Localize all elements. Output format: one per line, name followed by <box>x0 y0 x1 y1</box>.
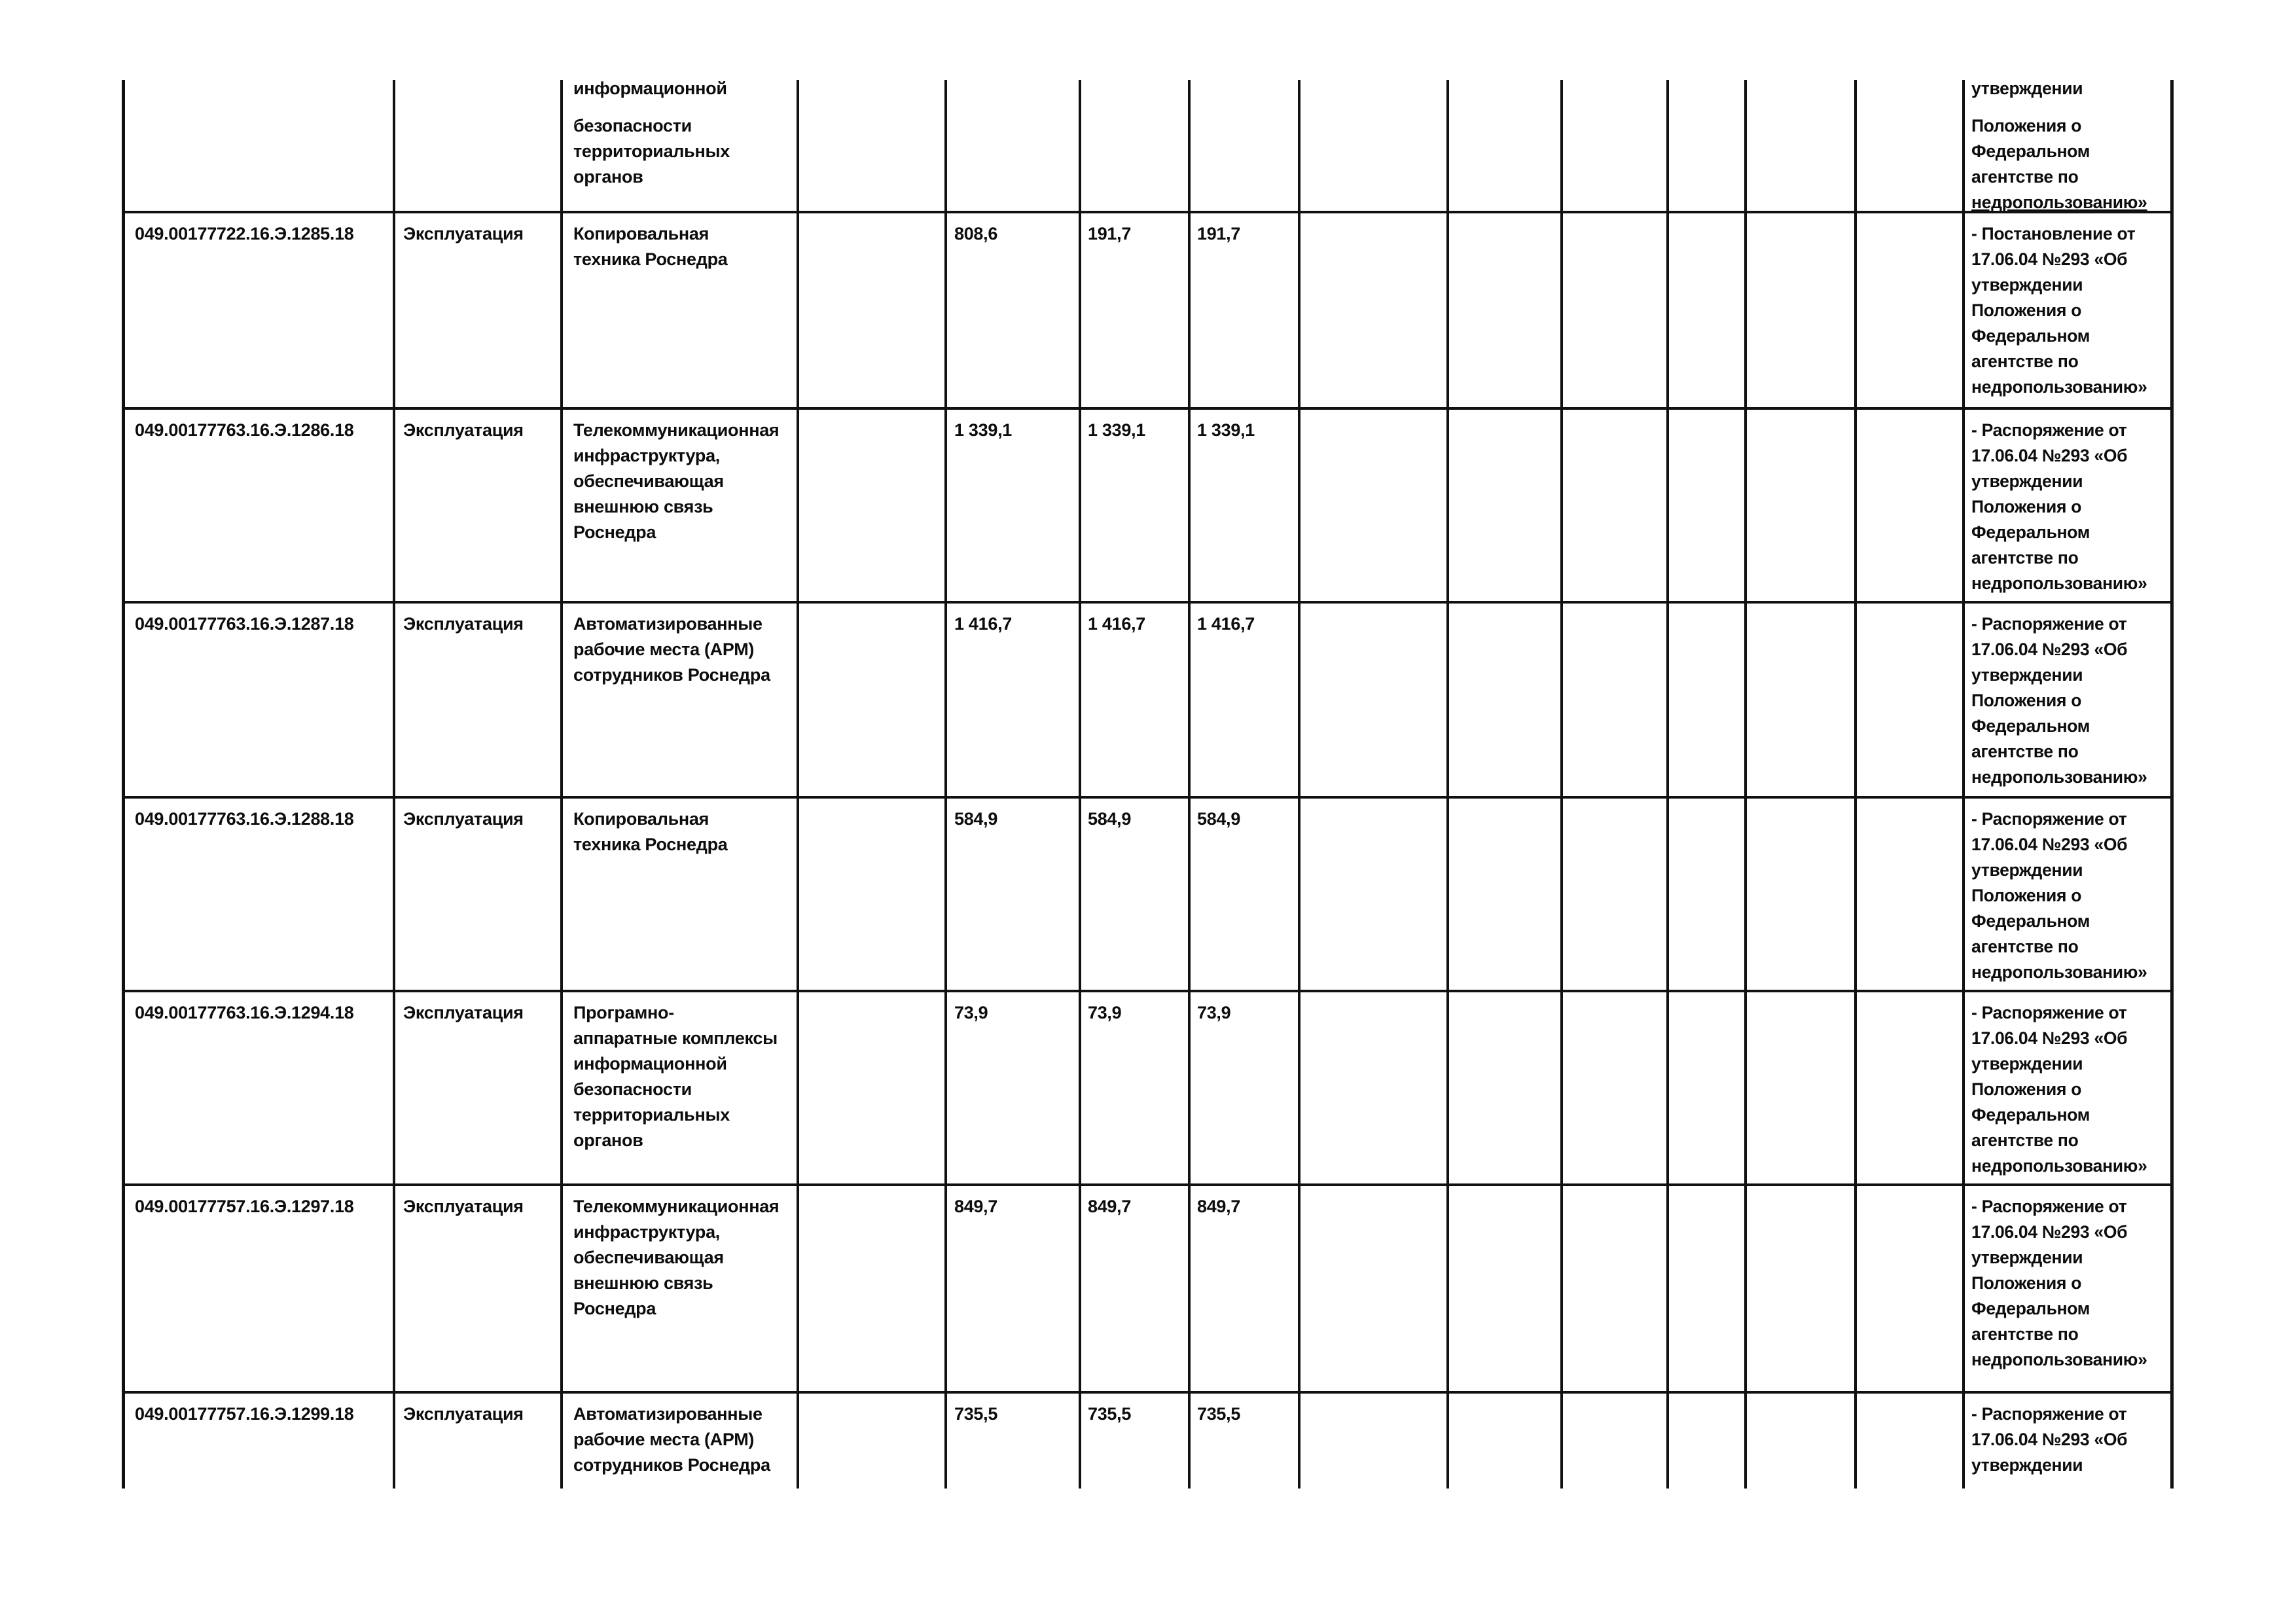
basis-cell-line <box>1971 101 2147 113</box>
value-1-cell <box>954 1401 997 1427</box>
basis-cell-line: недропользованию» <box>1971 573 2147 593</box>
basis-cell-line: 17.06.04 №293 «Об <box>1971 1430 2128 1449</box>
object-cell-line: территориальных <box>573 141 730 161</box>
basis-cell-line: недропользованию» <box>1971 377 2147 397</box>
code-cell <box>135 1194 354 1219</box>
value-3-cell <box>1197 611 1255 637</box>
basis-cell-line: 17.06.04 №293 «Об <box>1971 1222 2128 1242</box>
basis-cell-line: недропользованию» <box>1971 767 2147 787</box>
value-2-cell <box>1088 1194 1131 1219</box>
value-3-cell-text: 1 416,7 <box>1197 614 1255 634</box>
code-cell-text: 049.00177763.16.Э.1286.18 <box>135 420 354 440</box>
object-cell <box>573 611 770 688</box>
value-2-cell-text: 1 339,1 <box>1088 420 1145 440</box>
value-2-cell <box>1088 1000 1121 1026</box>
grid-column-line <box>1854 80 1857 1489</box>
stage-cell <box>403 1401 524 1427</box>
object-cell-line: Програмно- <box>573 1003 674 1022</box>
basis-cell <box>1971 76 2147 215</box>
code-cell <box>135 221 354 247</box>
value-1-cell-text: 73,9 <box>954 1003 988 1022</box>
basis-cell-line: агентстве по <box>1971 1130 2079 1150</box>
stage-cell <box>403 1000 524 1026</box>
basis-cell-line: утверждении <box>1971 275 2083 295</box>
grid-column-line <box>1188 80 1191 1489</box>
basis-cell-line: Федеральном <box>1971 716 2090 736</box>
object-cell-line: Роснедра <box>573 1299 656 1318</box>
value-3-cell <box>1197 1401 1240 1427</box>
basis-cell-line: Положения о <box>1971 1079 2082 1099</box>
basis-cell-line: Федеральном <box>1971 326 2090 346</box>
basis-cell-line: Федеральном <box>1971 1299 2090 1318</box>
code-cell-text: 049.00177763.16.Э.1287.18 <box>135 614 354 634</box>
object-cell-line: органов <box>573 167 643 187</box>
object-cell-line: информационной <box>573 1054 727 1074</box>
grid-row-line <box>122 211 2174 213</box>
value-3-cell-text: 849,7 <box>1197 1197 1241 1216</box>
grid-row-line <box>122 796 2174 799</box>
basis-cell-line: 17.06.04 №293 «Об <box>1971 640 2128 659</box>
basis-cell-line: недропользованию» <box>1971 962 2147 982</box>
basis-cell-line: агентстве по <box>1971 937 2079 956</box>
object-cell <box>573 1194 779 1322</box>
basis-cell-line: 17.06.04 №293 «Об <box>1971 835 2128 854</box>
value-1-cell-text: 808,6 <box>954 224 998 244</box>
basis-cell-line: недропользованию» <box>1971 192 2147 212</box>
value-1-cell-text: 1 416,7 <box>954 614 1012 634</box>
basis-cell-line: Положения о <box>1971 116 2082 135</box>
value-3-cell <box>1197 1194 1240 1219</box>
stage-cell-text: Эксплуатация <box>403 1404 524 1424</box>
object-cell-line: Телекоммуникационная <box>573 1197 780 1216</box>
value-1-cell <box>954 611 1012 637</box>
basis-cell-line: Положения о <box>1971 497 2082 516</box>
object-cell <box>573 1401 770 1478</box>
object-cell-line: рабочие места (АРМ) <box>573 640 755 659</box>
value-2-cell-text: 584,9 <box>1088 809 1132 829</box>
value-2-cell <box>1088 806 1131 832</box>
basis-cell-line: агентстве по <box>1971 352 2079 371</box>
basis-cell-line: утверждении <box>1971 471 2083 491</box>
basis-cell-line: 17.06.04 №293 «Об <box>1971 249 2128 269</box>
grid-column-line <box>1079 80 1081 1489</box>
code-cell <box>135 1000 354 1026</box>
code-cell <box>135 1401 354 1427</box>
grid-column-line <box>1744 80 1747 1489</box>
code-cell-text: 049.00177757.16.Э.1297.18 <box>135 1197 354 1216</box>
basis-cell <box>1971 1000 2147 1179</box>
basis-cell-line: Федеральном <box>1971 1105 2090 1125</box>
value-3-cell <box>1197 806 1240 832</box>
basis-cell-line: Положения о <box>1971 300 2082 320</box>
stage-cell-text: Эксплуатация <box>403 1003 524 1022</box>
stage-cell <box>403 611 524 637</box>
value-3-cell <box>1197 418 1255 443</box>
object-cell-line: органов <box>573 1130 643 1150</box>
object-cell-line: внешнюю связь <box>573 1273 713 1293</box>
basis-cell <box>1971 418 2147 596</box>
grid-column-line <box>1666 80 1669 1489</box>
basis-cell <box>1971 221 2147 400</box>
basis-cell-line: - Распоряжение от <box>1971 614 2127 634</box>
basis-cell-line: - Распоряжение от <box>1971 1197 2127 1216</box>
basis-cell-line: - Распоряжение от <box>1971 809 2127 829</box>
value-1-cell <box>954 806 997 832</box>
stage-cell-text: Эксплуатация <box>403 809 524 829</box>
object-cell-line: внешнюю связь <box>573 497 713 516</box>
value-1-cell <box>954 1000 988 1026</box>
code-cell <box>135 611 354 637</box>
basis-cell-line: утверждении <box>1971 1455 2083 1475</box>
object-cell-line: территориальных <box>573 1105 730 1125</box>
grid-column-line <box>560 80 563 1489</box>
value-3-cell-text: 584,9 <box>1197 809 1241 829</box>
code-cell-text: 049.00177763.16.Э.1294.18 <box>135 1003 354 1022</box>
basis-cell-line: Положения о <box>1971 886 2082 905</box>
basis-cell-line: утверждении <box>1971 79 2083 98</box>
object-cell-line: аппаратные комплексы <box>573 1028 778 1048</box>
stage-cell <box>403 1194 524 1219</box>
object-cell-line: инфраструктура, <box>573 446 721 465</box>
value-3-cell-text: 1 339,1 <box>1197 420 1255 440</box>
object-cell-line: Автоматизированные <box>573 1404 762 1424</box>
basis-cell <box>1971 611 2147 790</box>
basis-cell-line: Федеральном <box>1971 522 2090 542</box>
value-3-cell <box>1197 221 1240 247</box>
basis-cell-line: 17.06.04 №293 «Об <box>1971 446 2128 465</box>
basis-cell-line: утверждении <box>1971 665 2083 685</box>
object-cell-line: сотрудников Роснедра <box>573 1455 770 1475</box>
grid-column-line <box>1962 80 1965 1489</box>
object-cell <box>573 1000 778 1153</box>
value-1-cell <box>954 221 997 247</box>
basis-cell-line: недропользованию» <box>1971 1156 2147 1176</box>
stage-cell <box>403 418 524 443</box>
value-3-cell <box>1197 1000 1230 1026</box>
grid-row-line <box>122 1183 2174 1186</box>
grid-row-line <box>122 601 2174 604</box>
basis-cell-line: утверждении <box>1971 1248 2083 1267</box>
stage-cell-text: Эксплуатация <box>403 224 524 244</box>
object-cell-line: Телекоммуникационная <box>573 420 780 440</box>
code-cell-text: 049.00177722.16.Э.1285.18 <box>135 224 354 244</box>
basis-cell-line: Положения о <box>1971 1273 2082 1293</box>
object-cell <box>573 806 728 857</box>
object-cell-line: обеспечивающая <box>573 1248 724 1267</box>
grid-column-line <box>122 80 125 1489</box>
object-cell-line: Копировальная <box>573 809 709 829</box>
code-cell <box>135 418 354 443</box>
basis-cell-line: Федеральном <box>1971 911 2090 931</box>
value-2-cell <box>1088 611 1145 637</box>
value-3-cell-text: 735,5 <box>1197 1404 1241 1424</box>
basis-cell-line: агентстве по <box>1971 742 2079 761</box>
basis-cell-line: Федеральном <box>1971 141 2090 161</box>
object-cell <box>573 221 728 272</box>
grid-column-line <box>1446 80 1449 1489</box>
basis-cell-line: - Распоряжение от <box>1971 1003 2127 1022</box>
object-cell-line: сотрудников Роснедра <box>573 665 770 685</box>
value-2-cell-text: 849,7 <box>1088 1197 1132 1216</box>
grid-column-line <box>393 80 395 1489</box>
value-2-cell <box>1088 418 1145 443</box>
value-1-cell-text: 849,7 <box>954 1197 998 1216</box>
value-2-cell <box>1088 1401 1131 1427</box>
basis-cell-line: утверждении <box>1971 860 2083 880</box>
value-1-cell <box>954 1194 997 1219</box>
object-cell-line: Роснедра <box>573 522 656 542</box>
object-cell <box>573 76 730 190</box>
value-1-cell-text: 584,9 <box>954 809 998 829</box>
stage-cell-text: Эксплуатация <box>403 420 524 440</box>
object-cell-line: инфраструктура, <box>573 1222 721 1242</box>
object-cell-line: безопасности <box>573 116 692 135</box>
stage-cell-text: Эксплуатация <box>403 614 524 634</box>
grid-column-line <box>2170 80 2174 1489</box>
basis-cell <box>1971 1194 2147 1373</box>
basis-cell-line: утверждении <box>1971 1054 2083 1074</box>
basis-cell-line: агентстве по <box>1971 1324 2079 1344</box>
object-cell-line: безопасности <box>573 1079 692 1099</box>
stage-cell <box>403 221 524 247</box>
object-cell <box>573 418 779 545</box>
basis-cell-line: недропользованию» <box>1971 1350 2147 1369</box>
grid-row-line <box>122 1391 2174 1394</box>
value-1-cell <box>954 418 1012 443</box>
basis-cell-line: Положения о <box>1971 691 2082 710</box>
value-2-cell <box>1088 221 1131 247</box>
object-cell-line: обеспечивающая <box>573 471 724 491</box>
value-3-cell-text: 73,9 <box>1197 1003 1231 1022</box>
value-3-cell-text: 191,7 <box>1197 224 1241 244</box>
object-cell-line: рабочие места (АРМ) <box>573 1430 755 1449</box>
basis-cell-line: - Распоряжение от <box>1971 420 2127 440</box>
value-2-cell-text: 735,5 <box>1088 1404 1132 1424</box>
value-2-cell-text: 1 416,7 <box>1088 614 1145 634</box>
code-cell <box>135 806 354 832</box>
object-cell-line: Копировальная <box>573 224 709 244</box>
basis-cell <box>1971 806 2147 985</box>
object-cell-line <box>573 101 730 113</box>
basis-cell <box>1971 1401 2127 1478</box>
value-2-cell-text: 191,7 <box>1088 224 1132 244</box>
grid-column-line <box>944 80 947 1489</box>
basis-cell-line: агентстве по <box>1971 548 2079 568</box>
stage-cell-text: Эксплуатация <box>403 1197 524 1216</box>
object-cell-line: информационной <box>573 79 727 98</box>
basis-cell-line: 17.06.04 №293 «Об <box>1971 1028 2128 1048</box>
value-1-cell-text: 735,5 <box>954 1404 998 1424</box>
object-cell-line: техника Роснедра <box>573 249 728 269</box>
basis-cell-line: агентстве по <box>1971 167 2079 187</box>
grid-row-line <box>122 407 2174 410</box>
grid-row-line <box>122 990 2174 992</box>
value-2-cell-text: 73,9 <box>1088 1003 1122 1022</box>
value-1-cell-text: 1 339,1 <box>954 420 1012 440</box>
grid-column-line <box>1298 80 1300 1489</box>
grid-column-line <box>797 80 799 1489</box>
code-cell-text: 049.00177763.16.Э.1288.18 <box>135 809 354 829</box>
basis-cell-line: - Распоряжение от <box>1971 1404 2127 1424</box>
object-cell-line: техника Роснедра <box>573 835 728 854</box>
basis-cell-line: - Постановление от <box>1971 224 2136 244</box>
code-cell-text: 049.00177757.16.Э.1299.18 <box>135 1404 354 1424</box>
object-cell-line: Автоматизированные <box>573 614 762 634</box>
stage-cell <box>403 806 524 832</box>
grid-column-line <box>1560 80 1563 1489</box>
